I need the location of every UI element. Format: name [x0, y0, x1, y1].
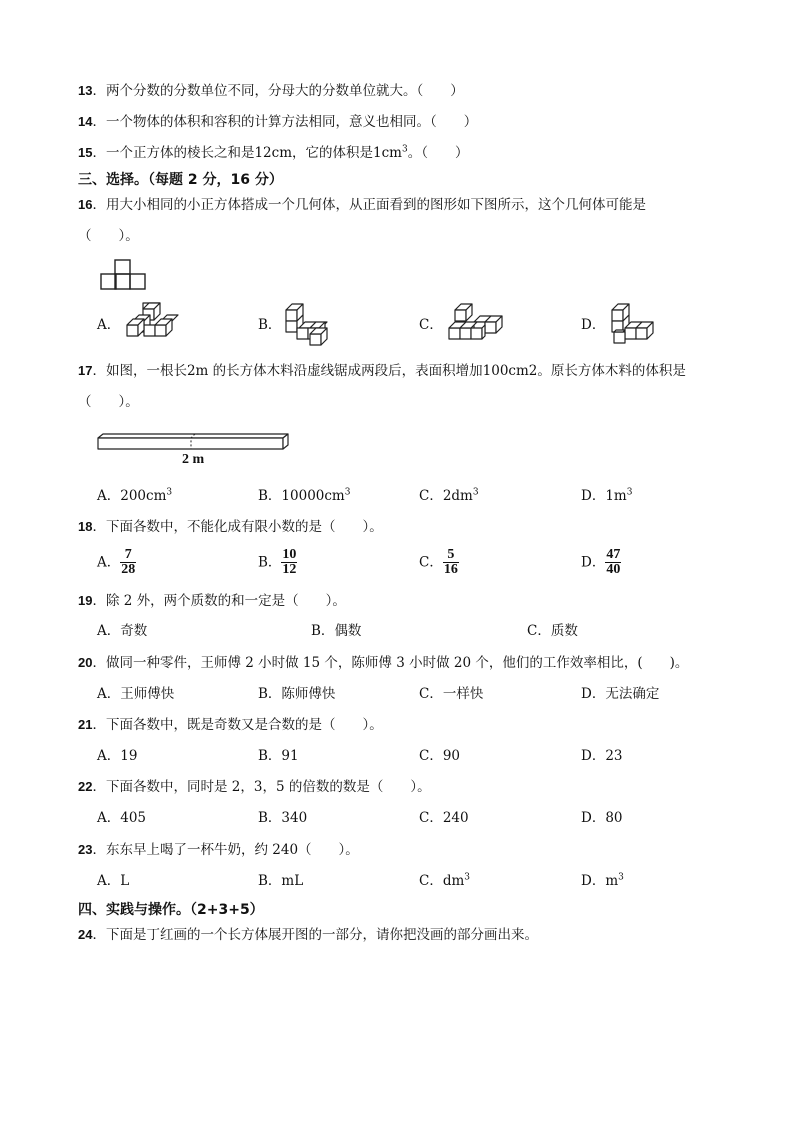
question-16-continuation: （ ）。	[78, 228, 139, 244]
question-17-continuation: （ ）。	[78, 394, 139, 410]
cube-figure-a	[126, 302, 182, 342]
option-b[interactable]: B．偶数	[311, 623, 362, 639]
question-14	[78, 113, 477, 131]
option-d[interactable]: D．无法确定	[581, 686, 660, 702]
fraction-numerator: 10	[282, 547, 297, 562]
question-text: ．下面各数中，既是奇数又是合数的是（ ）。	[92, 717, 383, 733]
option-label: C．	[419, 554, 443, 571]
question-18	[78, 518, 383, 536]
option-label: B．	[258, 554, 282, 571]
option-c[interactable]: C．	[419, 317, 443, 333]
fraction-denominator: 12	[282, 562, 297, 577]
fraction-denominator: 16	[443, 562, 458, 577]
option-c[interactable]: C．质数	[527, 623, 578, 639]
plank-length-label: 2 m	[182, 452, 205, 467]
option-d[interactable]: D．23	[581, 748, 623, 764]
option-label: C．2dm	[419, 488, 473, 504]
option-b[interactable]	[258, 872, 303, 890]
question-text: ．用大小相同的小正方体搭成一个几何体，从正面看到的图形如下图所示，这个几何体可能是	[92, 197, 646, 213]
option-label: C．dm	[419, 873, 465, 889]
option-d[interactable]: D．	[581, 317, 606, 333]
question-number: 14	[78, 114, 93, 129]
option-c[interactable]: C．一样快	[419, 686, 484, 702]
question-number: 20	[78, 655, 93, 670]
question-22	[78, 778, 431, 796]
question-20	[78, 654, 688, 672]
option-b[interactable]: B．91	[258, 748, 299, 764]
question-13	[78, 82, 464, 100]
fraction	[120, 548, 136, 577]
question-text: ．除 2 外，两个质数的和一定是（ ）。	[92, 593, 346, 609]
fraction-numerator: 7	[124, 547, 132, 562]
option-a[interactable]	[97, 487, 172, 505]
option-b[interactable]: B．陈师傅快	[258, 686, 336, 702]
option-a[interactable]: A．19	[97, 748, 138, 764]
question-number: 17	[78, 363, 93, 378]
front-view-figure	[100, 259, 146, 291]
cube-figure-d	[611, 302, 663, 346]
option-b[interactable]	[258, 548, 297, 577]
fraction-denominator: 28	[121, 562, 136, 577]
fraction	[605, 548, 621, 577]
question-19	[78, 592, 346, 610]
question-text: ．两个分数的分数单位不同，分母大的分数单位就大。（ ）	[92, 83, 464, 99]
option-label: A．	[97, 554, 121, 571]
option-b[interactable]: B．340	[258, 810, 308, 826]
option-c[interactable]: C．240	[419, 810, 469, 826]
fraction-numerator: 47	[606, 547, 621, 562]
question-number: 23	[78, 842, 93, 857]
option-a[interactable]: A．	[97, 317, 121, 333]
option-a[interactable]: A．王师傅快	[97, 686, 175, 702]
fraction	[281, 548, 297, 577]
option-label: D．	[581, 554, 606, 571]
fraction	[443, 548, 459, 577]
question-23	[78, 841, 359, 859]
option-d[interactable]: D．80	[581, 810, 623, 826]
fraction-denominator: 40	[606, 562, 621, 577]
question-number: 21	[78, 717, 93, 732]
option-label: A．200cm	[97, 488, 167, 504]
question-text: ．做同一种零件，王师傅 2 小时做 15 个，陈师傅 3 小时做 20 个，他们的工作效率相比，( )。	[92, 655, 689, 671]
option-b[interactable]	[258, 487, 350, 505]
option-d[interactable]	[581, 487, 632, 505]
question-16	[78, 196, 646, 214]
question-number: 22	[78, 779, 93, 794]
option-b[interactable]: B．	[258, 317, 282, 333]
option-label: D．1m	[581, 488, 627, 504]
superscript: 3	[344, 487, 351, 498]
question-number: 15	[78, 145, 93, 160]
question-24	[78, 926, 538, 944]
option-c[interactable]: C．90	[419, 748, 461, 764]
question-text: ．东东早上喝了一杯牛奶，约 240（ ）。	[92, 842, 359, 858]
option-a[interactable]: A．奇数	[97, 623, 148, 639]
superscript: 3	[401, 144, 408, 155]
fraction-numerator: 5	[447, 547, 455, 562]
option-a[interactable]: A．405	[97, 810, 147, 826]
section-heading-practice: 四、实践与操作。（2+3+5）	[78, 902, 264, 918]
question-text: ．一个正方体的棱长之和是12cm，它的体积是1cm	[92, 145, 402, 161]
option-d[interactable]	[581, 548, 621, 577]
question-number: 18	[78, 519, 93, 534]
question-text: ．一个物体的体积和容积的计算方法相同，意义也相同。（ ）	[92, 114, 478, 130]
question-number: 24	[78, 927, 93, 942]
question-text: ．下面是丁红画的一个长方体展开图的一部分，请你把没画的部分画出来。	[92, 927, 538, 943]
option-label: A．L	[97, 873, 130, 889]
question-15	[78, 144, 468, 162]
section-heading-choice: 三、选择。（每题 2 分，16 分）	[78, 172, 283, 188]
option-d[interactable]	[581, 872, 624, 890]
question-number: 19	[78, 593, 93, 608]
cube-figure-c	[448, 302, 510, 346]
question-text: ．下面各数中，不能化成有限小数的是（ ）。	[92, 519, 383, 535]
option-label: B．10000cm	[258, 488, 345, 504]
question-text: ．如图，一根长2m 的长方体木料沿虚线锯成两段后，表面积增加100cm2。原长方体木料的体积是	[92, 363, 686, 379]
option-c[interactable]	[419, 548, 459, 577]
question-21	[78, 716, 383, 734]
question-number: 13	[78, 83, 93, 98]
superscript: 3	[166, 487, 173, 498]
question-text-end: 。（ ）	[407, 145, 469, 161]
superscript: 3	[618, 872, 624, 883]
option-c[interactable]	[419, 487, 479, 505]
question-text: ．下面各数中，同时是 2，3，5 的倍数的数是（ ）。	[92, 779, 431, 795]
cube-figure-b	[285, 302, 341, 348]
question-17	[78, 362, 686, 380]
option-c[interactable]	[419, 872, 470, 890]
option-a[interactable]	[97, 872, 129, 890]
superscript: 3	[472, 487, 479, 498]
option-a[interactable]	[97, 548, 136, 577]
option-label: B．mL	[258, 873, 304, 889]
question-number: 16	[78, 197, 93, 212]
option-label: D．m	[581, 873, 619, 889]
superscript: 3	[626, 487, 633, 498]
superscript: 3	[464, 872, 471, 883]
